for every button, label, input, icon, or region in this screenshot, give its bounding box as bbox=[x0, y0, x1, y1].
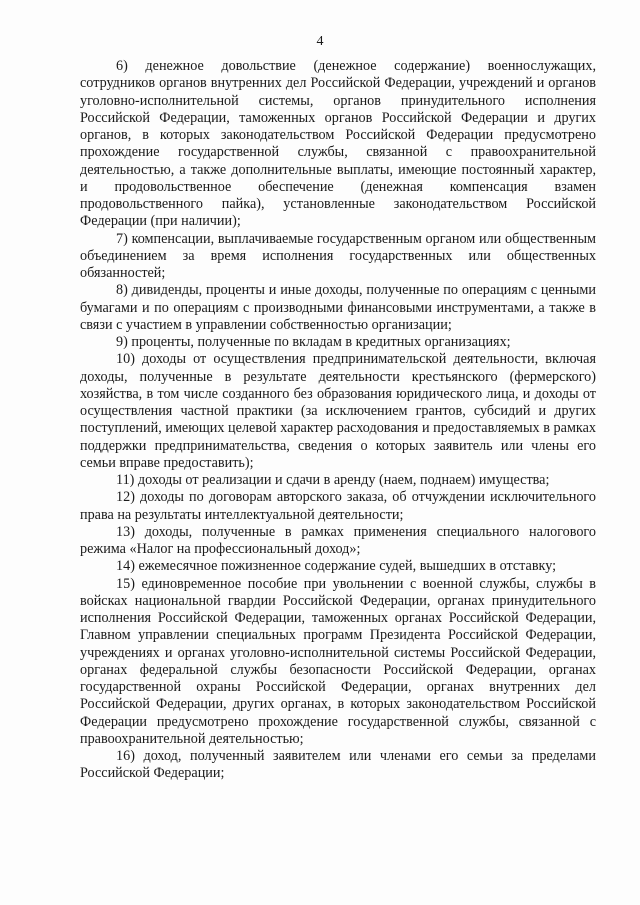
list-item-8: 8) дивиденды, проценты и иные доходы, полученные по операциям с ценными бумагами и по операциям с производными финансовыми инструментами, а также в связи с участием в управлении собственностью организации; bbox=[80, 282, 596, 333]
list-item-10: 10) доходы от осуществления предпринимательской деятельности, включая доходы, полученные в результате деятельности крестьянского (фермерского) хозяйства, в том числе созданного без образования юридического лица, и доходы от осуществления частной практики (за исключением грантов, субсидий и других поступлений, имеющих целевой характер расходования и предоставляемых в рамках поддержки предпринимательства, сведения о которых заявитель или члены его семьи вправе предоставить); bbox=[80, 351, 596, 471]
list-item-13: 13) доходы, полученные в рамках применения специального налогового режима «Налог на профессиональный доход»; bbox=[80, 523, 596, 557]
list-item-16: 16) доход, полученный заявителем или членами его семьи за пределами Российской Федерации; bbox=[80, 748, 596, 782]
list-item-15: 15) единовременное пособие при увольнении с военной службы, службы в войсках национальной гвардии Российской Федерации, органах принудительного исполнения Российской Федерации, таможенных органах Российской Федерации, Главном управлении специальных программ Президента Российской Федерации, учреждениях и органах уголовно-исполнительной системы Российской Федерации, органах федеральной службы безопасности Российской Федерации, органах государственной охраны Российской Федерации, органах внутренних дел Российской Федерации, других органах, в которых законодательством Российской Федерации предусмотрено прохождение государственной службы, связанной с правоохранительной деятельностью; bbox=[80, 575, 596, 747]
list-item-7: 7) компенсации, выплачиваемые государственным органом или общественным объединением за время исполнения государственных или общественных обязанностей; bbox=[80, 230, 596, 281]
list-item-12: 12) доходы по договорам авторского заказа, об отчуждении исключительного права на результаты интеллектуальной деятельности; bbox=[80, 489, 596, 523]
document-body bbox=[80, 58, 596, 783]
list-item-6: 6) денежное довольствие (денежное содержание) военнослужащих, сотрудников органов внутренних дел Российской Федерации, учреждений и органов уголовно-исполнительной системы, органов принудительного исполнения Российской Федерации, таможенных органов Российской Федерации и других органов, в которых законодательством Российской Федерации предусмотрено прохождение государственной службы, связанной с правоохранительной деятельностью, а также дополнительные выплаты, имеющие постоянный характер, и продовольственное обеспечение (денежная компенсация взамен продовольственного пайка), установленные законодательством Российской Федерации (при наличии); bbox=[80, 58, 596, 230]
list-item-9: 9) проценты, полученные по вкладам в кредитных организациях; bbox=[116, 334, 511, 350]
list-item-14: 14) ежемесячное пожизненное содержание судей, вышедших в отставку; bbox=[116, 558, 557, 575]
list-item-11: 11) доходы от реализации и сдачи в аренду (наем, поднаем) имущества; bbox=[116, 472, 550, 488]
page-number: 4 bbox=[316, 34, 324, 49]
